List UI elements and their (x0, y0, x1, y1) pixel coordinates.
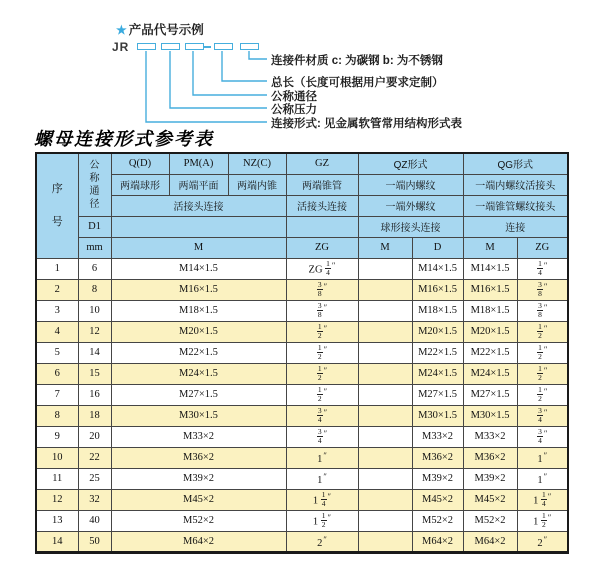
cell-qz-d: M20×1.5 (412, 321, 463, 342)
table-row (36, 531, 568, 552)
cell-dn-mm: 50 (78, 531, 111, 552)
cell-seq: 12 (36, 489, 78, 510)
header-qz-m: M (358, 237, 412, 258)
cell-gz-zg: 1 $\frac{1}{4}$ ″ (286, 489, 358, 510)
header-pm-desc: 两端平面 (169, 174, 228, 195)
inch-mark: ″ (543, 428, 548, 438)
cell-qg-m: M33×2 (463, 426, 517, 447)
cell-qg-m: M20×1.5 (463, 321, 517, 342)
diagram-label-nominal-diameter: 公称通径 (271, 91, 317, 103)
cell-qg-m: M18×1.5 (463, 300, 517, 321)
cell-union-m: M24×1.5 (111, 363, 286, 384)
cell-dn-mm: 6 (78, 258, 111, 279)
cell-qg-m: M27×1.5 (463, 384, 517, 405)
table-row (36, 510, 568, 531)
cell-seq: 7 (36, 384, 78, 405)
header-qg-desc2: 一端锥管螺纹接头 (463, 195, 568, 216)
header-union-connection: 活接头连接 (111, 195, 286, 216)
cell-qg-zg (517, 405, 568, 426)
inch-mark: ″ (323, 450, 327, 460)
cell-union-m: M33×2 (111, 426, 286, 447)
cell-dn-mm: 22 (78, 447, 111, 468)
header-empty-left (111, 216, 286, 237)
cell-qg-zg: 2″ (517, 531, 568, 552)
cell-qg-m: M36×2 (463, 447, 517, 468)
cell-qz-m (358, 468, 412, 489)
inch-mark: ″ (543, 302, 548, 312)
inch-mark: ″ (543, 365, 548, 375)
cell-qz-d: M30×1.5 (412, 405, 463, 426)
inch-mark: ″ (543, 260, 548, 270)
fraction: $\frac{3}{8}$ (317, 300, 322, 319)
cell-qz-m (358, 279, 412, 300)
fraction: $\frac{1}{2}$ (538, 342, 542, 361)
cell-qz-m (358, 300, 412, 321)
cell-qz-d: M14×1.5 (412, 258, 463, 279)
inch-mark: ″ (327, 512, 332, 522)
cell-dn-mm: 16 (78, 384, 111, 405)
cell-seq: 13 (36, 510, 78, 531)
fraction: $\frac{3}{8}$ (317, 279, 322, 298)
cell-gz-zg: 1″ (286, 468, 358, 489)
inch-mark: ″ (323, 323, 328, 333)
diagram-label-total-length: 总长（长度可根据用户要求定制） (271, 77, 444, 89)
cell-dn-mm: 10 (78, 300, 111, 321)
cell-qg-m: M24×1.5 (463, 363, 517, 384)
cell-qg-m: M30×1.5 (463, 405, 517, 426)
table-row (36, 300, 568, 321)
cell-dn-mm: 40 (78, 510, 111, 531)
fraction: $\frac{3}{8}$ (538, 300, 542, 319)
inch-mark: ″ (327, 491, 332, 501)
header-empty-gz (286, 216, 358, 237)
cell-qg-zg: 1″ (517, 447, 568, 468)
inch-mark: ″ (331, 260, 336, 270)
header-qz-form: QZ形式 (358, 153, 463, 174)
cell-dn-mm: 12 (78, 321, 111, 342)
inch-mark: ″ (323, 533, 327, 544)
cell-dn-mm: 18 (78, 405, 111, 426)
header-qg-m: M (463, 237, 517, 258)
cell-dn-mm: 8 (78, 279, 111, 300)
cell-qg-m: M22×1.5 (463, 342, 517, 363)
fraction: $\frac{3}{4}$ (538, 426, 542, 445)
header-pm-a: PM(A) (169, 153, 228, 174)
inch-mark: ″ (543, 386, 548, 396)
inch-mark: ″ (547, 491, 552, 501)
header-qg-zg: ZG (517, 237, 568, 258)
inch-mark: ″ (547, 512, 552, 522)
cell-qz-m (358, 405, 412, 426)
cell-gz-zg (286, 384, 358, 405)
cell-qz-m (358, 342, 412, 363)
cell-seq: 9 (36, 426, 78, 447)
cell-seq: 4 (36, 321, 78, 342)
inch-mark: ″ (323, 302, 328, 312)
cell-qg-m: M14×1.5 (463, 258, 517, 279)
cell-qz-d: M24×1.5 (412, 363, 463, 384)
header-qz-desc2: 一端外螺纹 (358, 195, 463, 216)
cell-union-m: M16×1.5 (111, 279, 286, 300)
fraction: $\frac{1}{2}$ (317, 321, 322, 340)
cell-union-m: M64×2 (111, 531, 286, 552)
cell-seq: 5 (36, 342, 78, 363)
cell-qz-m (358, 321, 412, 342)
cell-dn-mm: 25 (78, 468, 111, 489)
cell-seq: 2 (36, 279, 78, 300)
inch-mark: ″ (543, 471, 548, 481)
cell-qz-d: M33×2 (412, 426, 463, 447)
table-row (36, 489, 568, 510)
inch-mark: ″ (323, 471, 327, 481)
fraction: $\frac{3}{4}$ (317, 405, 322, 424)
cell-qz-d: M52×2 (412, 510, 463, 531)
header-nz-c: NZ(C) (228, 153, 286, 174)
fraction: $\frac{3}{8}$ (538, 279, 542, 298)
header-gz-desc: 两端锥管 (286, 174, 358, 195)
cell-qg-zg (517, 426, 568, 447)
header-nz-desc: 两端内锥 (228, 174, 286, 195)
cell-qz-m (358, 384, 412, 405)
diagram-label-nominal-pressure: 公称压力 (271, 104, 317, 116)
cell-gz-zg: 1 $\frac{1}{2}$ ″ (286, 510, 358, 531)
cell-qz-d: M64×2 (412, 531, 463, 552)
cell-qg-m: M16×1.5 (463, 279, 517, 300)
cell-seq: 10 (36, 447, 78, 468)
diagram-title-text: 产品代号示例 (128, 23, 204, 37)
fraction: $\frac{1}{2}$ (317, 384, 322, 403)
inch-mark: ″ (323, 365, 328, 375)
fraction: $\frac{1}{2}$ (538, 363, 542, 382)
header-seq: 序号 (36, 153, 78, 258)
cell-gz-zg (286, 321, 358, 342)
header-qg-desc1: 一端内螺纹活接头 (463, 174, 568, 195)
cell-qz-m (358, 426, 412, 447)
cell-gz-zg (286, 363, 358, 384)
table-row (36, 468, 568, 489)
cell-union-m: M52×2 (111, 510, 286, 531)
fraction: $\frac{1}{4}$ (321, 489, 326, 508)
fraction: $\frac{1}{4}$ (326, 258, 330, 277)
fraction: $\frac{3}{4}$ (538, 405, 542, 424)
inch-mark: ″ (543, 281, 548, 291)
cell-qz-d: M22×1.5 (412, 342, 463, 363)
header-qz-connection: 球形接头连接 (358, 216, 463, 237)
cell-gz-zg (286, 426, 358, 447)
table-row (36, 279, 568, 300)
cell-seq: 11 (36, 468, 78, 489)
inch-mark: ″ (323, 344, 328, 354)
table-row (36, 258, 568, 279)
table-row (36, 321, 568, 342)
cell-gz-zg: 2″ (286, 531, 358, 552)
inch-mark: ″ (543, 323, 548, 333)
cell-gz-zg: 1″ (286, 447, 358, 468)
product-code-prefix: JR (112, 40, 130, 54)
cell-union-m: M30×1.5 (111, 405, 286, 426)
cell-seq: 3 (36, 300, 78, 321)
fraction: $\frac{1}{4}$ (542, 489, 546, 508)
cell-qg-zg (517, 300, 568, 321)
cell-qz-d: M27×1.5 (412, 384, 463, 405)
cell-qg-zg (517, 342, 568, 363)
cell-union-m: M22×1.5 (111, 342, 286, 363)
inch-mark: ″ (543, 407, 548, 417)
table-row (36, 405, 568, 426)
table-row (36, 426, 568, 447)
cell-qg-zg (517, 258, 568, 279)
header-mm-unit: mm (78, 237, 111, 258)
header-q-desc: 两端球形 (111, 174, 169, 195)
cell-qz-m (358, 447, 412, 468)
cell-qg-m: M39×2 (463, 468, 517, 489)
cell-union-m: M39×2 (111, 468, 286, 489)
cell-qz-m (358, 258, 412, 279)
header-m-main: M (111, 237, 286, 258)
cell-dn-mm: 14 (78, 342, 111, 363)
cell-gz-zg: ZG $\frac{1}{4}$ ″ (286, 258, 358, 279)
cell-seq: 1 (36, 258, 78, 279)
header-q-d: Q(D) (111, 153, 169, 174)
inch-mark: ″ (323, 428, 328, 438)
cell-seq: 8 (36, 405, 78, 426)
cell-dn-mm: 20 (78, 426, 111, 447)
header-qz-desc1: 一端内螺纹 (358, 174, 463, 195)
cell-gz-zg (286, 300, 358, 321)
inch-mark: ″ (323, 407, 328, 417)
cell-union-m: M18×1.5 (111, 300, 286, 321)
star-icon: ★ (116, 23, 127, 37)
fraction: $\frac{1}{4}$ (538, 258, 542, 277)
header-gz-union-connection: 活接头连接 (286, 195, 358, 216)
table-row (36, 363, 568, 384)
cell-qg-m: M45×2 (463, 489, 517, 510)
inch-mark: ″ (543, 533, 548, 544)
table-title: 螺母连接形式参考表 (34, 129, 214, 149)
diagram-label-connection-form: 连接形式: 见金属软管常用结构形式表 (271, 118, 463, 130)
cell-qg-m: M64×2 (463, 531, 517, 552)
cell-qz-m (358, 510, 412, 531)
cell-gz-zg (286, 342, 358, 363)
cell-qg-zg: 1″ (517, 468, 568, 489)
cell-qg-zg: 1 $\frac{1}{2}$ ″ (517, 510, 568, 531)
cell-union-m: M20×1.5 (111, 321, 286, 342)
table-row (36, 384, 568, 405)
cell-union-m: M45×2 (111, 489, 286, 510)
header-nominal-diameter: 公称通径 (78, 153, 111, 216)
header-qg-form: QG形式 (463, 153, 568, 174)
cell-qg-zg (517, 321, 568, 342)
cell-dn-mm: 32 (78, 489, 111, 510)
cell-union-m: M27×1.5 (111, 384, 286, 405)
inch-mark: ″ (543, 450, 548, 460)
cell-qg-zg (517, 384, 568, 405)
inch-mark: ″ (543, 344, 548, 354)
cell-qz-d: M18×1.5 (412, 300, 463, 321)
fraction: $\frac{1}{2}$ (538, 321, 542, 340)
header-qg-connection: 连接 (463, 216, 568, 237)
cell-qz-m (358, 531, 412, 552)
table-row (36, 447, 568, 468)
cell-seq: 14 (36, 531, 78, 552)
fraction: $\frac{1}{2}$ (321, 510, 326, 529)
inch-mark: ″ (323, 386, 328, 396)
cell-gz-zg (286, 405, 358, 426)
cell-union-m: M14×1.5 (111, 258, 286, 279)
cell-qz-d: M39×2 (412, 468, 463, 489)
fraction: $\frac{1}{2}$ (317, 342, 322, 361)
header-zg-main: ZG (286, 237, 358, 258)
header-gz: GZ (286, 153, 358, 174)
cell-seq: 6 (36, 363, 78, 384)
cell-qg-zg: 1 $\frac{1}{4}$ ″ (517, 489, 568, 510)
fraction: $\frac{3}{4}$ (317, 426, 322, 445)
header-qz-d: D (412, 237, 463, 258)
cell-qz-d: M36×2 (412, 447, 463, 468)
fraction: $\frac{1}{2}$ (538, 384, 542, 403)
diagram-label-material: 连接件材质 c: 为碳钢 b: 为不锈钢 (271, 55, 443, 67)
cell-qg-zg (517, 363, 568, 384)
cell-qz-d: M16×1.5 (412, 279, 463, 300)
cell-qg-zg (517, 279, 568, 300)
table-row (36, 342, 568, 363)
cell-dn-mm: 15 (78, 363, 111, 384)
cell-gz-zg (286, 279, 358, 300)
fraction: $\frac{1}{2}$ (317, 363, 322, 382)
cell-qz-d: M45×2 (412, 489, 463, 510)
cell-qz-m (358, 489, 412, 510)
cell-qz-m (358, 363, 412, 384)
fraction: $\frac{1}{2}$ (542, 510, 546, 529)
header-d1: D1 (78, 216, 111, 237)
inch-mark: ″ (323, 281, 328, 291)
reference-table (35, 152, 569, 554)
cell-qg-m: M52×2 (463, 510, 517, 531)
cell-union-m: M36×2 (111, 447, 286, 468)
